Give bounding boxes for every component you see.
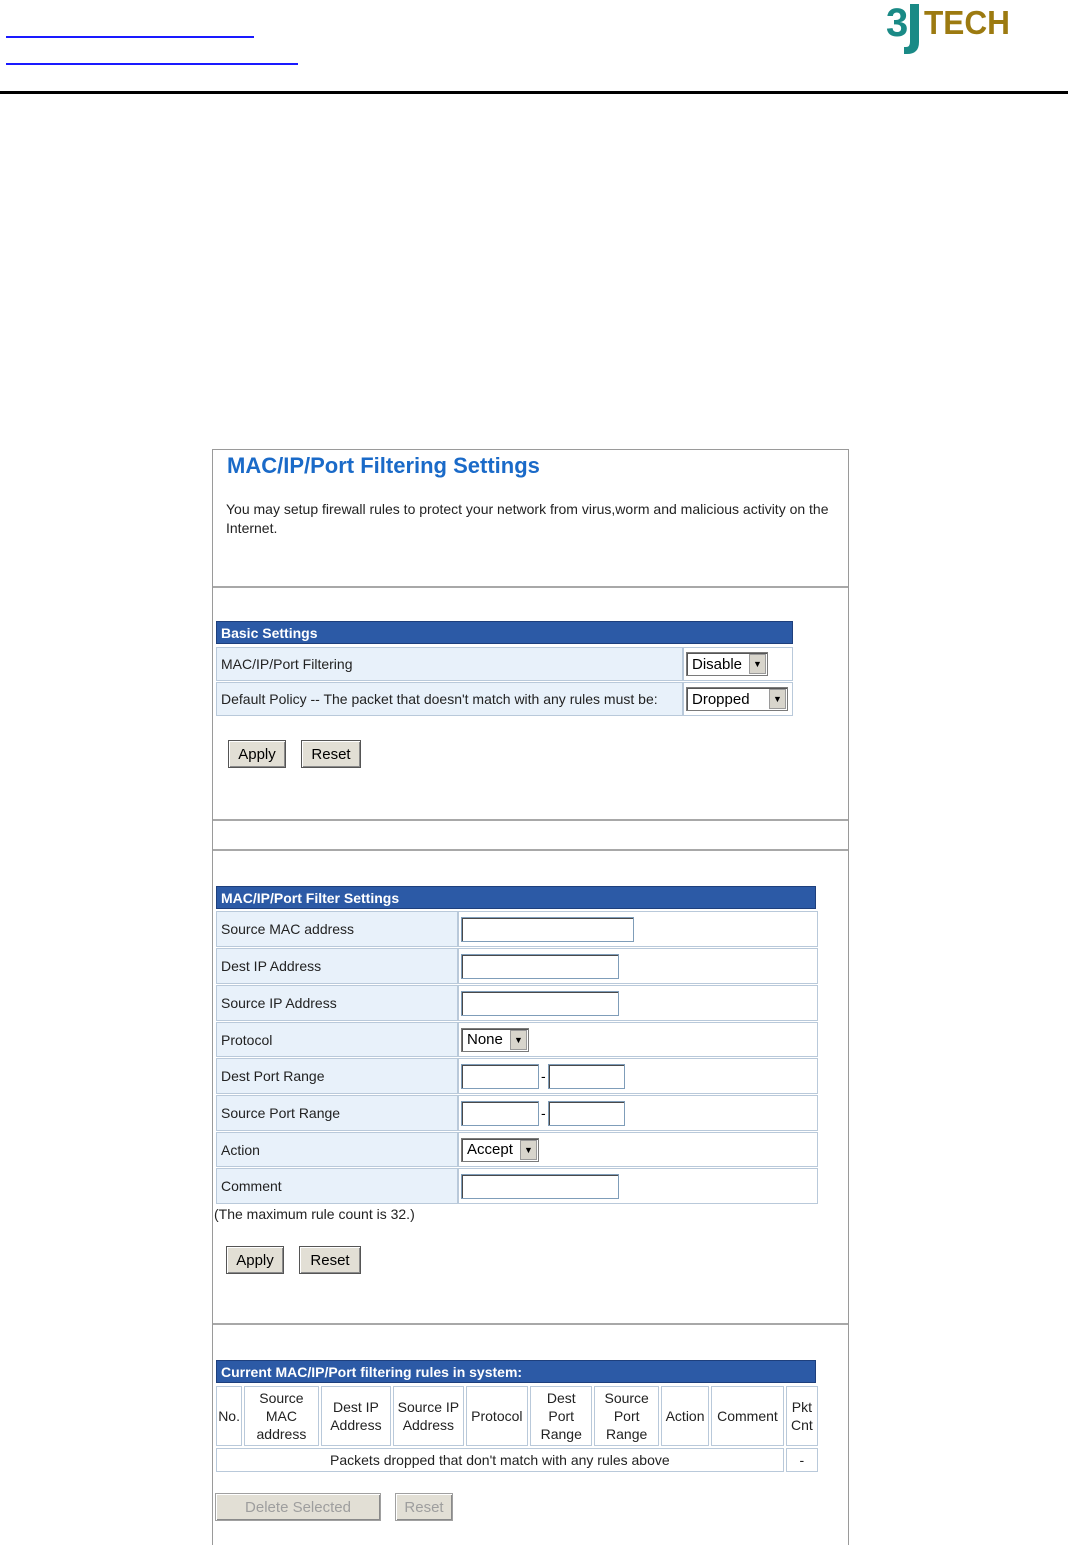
rules-column-header: Source Port Range <box>594 1386 658 1446</box>
rules-column-header: Protocol <box>466 1386 528 1446</box>
filtering-label: MAC/IP/Port Filtering <box>216 647 683 681</box>
action-select[interactable]: Accept ▼ <box>461 1138 539 1162</box>
source-port-end-input[interactable] <box>548 1101 625 1126</box>
source-mac-input[interactable] <box>461 917 634 942</box>
source-mac-row: Source MAC address <box>216 911 818 947</box>
policy-select[interactable]: Dropped ▼ <box>686 687 788 711</box>
section-divider <box>213 1323 848 1325</box>
dest-port-row: Dest Port Range - <box>216 1058 818 1094</box>
protocol-select[interactable]: None ▼ <box>461 1028 529 1052</box>
source-port-row: Source Port Range - <box>216 1095 818 1131</box>
page-title: MAC/IP/Port Filtering Settings <box>227 453 540 478</box>
comment-row: Comment <box>216 1168 818 1204</box>
section-divider <box>213 849 848 851</box>
section-divider <box>213 586 848 588</box>
dest-ip-input[interactable] <box>461 954 619 979</box>
comment-input[interactable] <box>461 1174 619 1199</box>
delete-selected-button[interactable]: Delete Selected <box>215 1493 381 1521</box>
rules-column-header: Pkt Cnt <box>786 1386 818 1446</box>
filter-reset-button[interactable]: Reset <box>299 1246 361 1274</box>
basic-apply-button[interactable]: Apply <box>228 740 286 768</box>
default-rule-row <box>216 1448 818 1472</box>
rules-column-header: Action <box>661 1386 709 1446</box>
rules-header-row <box>216 1386 818 1446</box>
rules-column-header: Source MAC address <box>244 1386 319 1446</box>
rules-column-header: Source IP Address <box>393 1386 463 1446</box>
chevron-down-icon: ▼ <box>510 1030 527 1050</box>
dest-port-start-input[interactable] <box>461 1064 539 1089</box>
svg-text:3: 3 <box>886 1 909 45</box>
protocol-row: Protocol None ▼ <box>216 1022 818 1057</box>
source-port-start-input[interactable] <box>461 1101 539 1126</box>
max-rule-note: (The maximum rule count is 32.) <box>214 1206 415 1222</box>
policy-row <box>216 682 793 716</box>
filtering-row <box>216 647 793 681</box>
basic-settings-header: Basic Settings <box>216 621 793 644</box>
filter-apply-button[interactable]: Apply <box>226 1246 284 1274</box>
source-ip-row: Source IP Address <box>216 985 818 1021</box>
page-intro: You may setup firewall rules to protect your network from virus,worm and malicious activity on the Internet. <box>226 501 829 536</box>
rules-table <box>214 1384 820 1474</box>
rules-column-header: No. <box>216 1386 242 1446</box>
brand-logo <box>884 0 1024 58</box>
dest-ip-row: Dest IP Address <box>216 948 818 984</box>
rules-column-header: Dest IP Address <box>321 1386 391 1446</box>
current-rules-header: Current MAC/IP/Port filtering rules in system: <box>216 1360 816 1383</box>
header-link-2[interactable] <box>6 63 298 65</box>
filter-settings-panel <box>212 449 849 1545</box>
rules-reset-button[interactable]: Reset <box>395 1493 453 1521</box>
dest-port-end-input[interactable] <box>548 1064 625 1089</box>
action-row: Action Accept ▼ <box>216 1132 818 1167</box>
chevron-down-icon: ▼ <box>749 654 766 674</box>
default-rule-count: - <box>786 1448 818 1472</box>
chevron-down-icon: ▼ <box>520 1140 537 1160</box>
rules-column-header: Comment <box>711 1386 783 1446</box>
policy-label: Default Policy -- The packet that doesn't match with any rules must be: <box>216 682 683 716</box>
section-divider <box>213 819 848 821</box>
chevron-down-icon: ▼ <box>769 689 786 709</box>
filter-settings-header: MAC/IP/Port Filter Settings <box>216 886 816 909</box>
filtering-select[interactable]: Disable ▼ <box>686 652 768 676</box>
rules-column-header: Dest Port Range <box>530 1386 592 1446</box>
header-link-1[interactable] <box>6 36 254 38</box>
source-ip-input[interactable] <box>461 991 619 1016</box>
header-divider <box>0 91 1068 94</box>
default-rule-text: Packets dropped that don't match with any rules above <box>216 1448 784 1472</box>
svg-text:TECH: TECH <box>924 4 1010 41</box>
basic-reset-button[interactable]: Reset <box>301 740 361 768</box>
